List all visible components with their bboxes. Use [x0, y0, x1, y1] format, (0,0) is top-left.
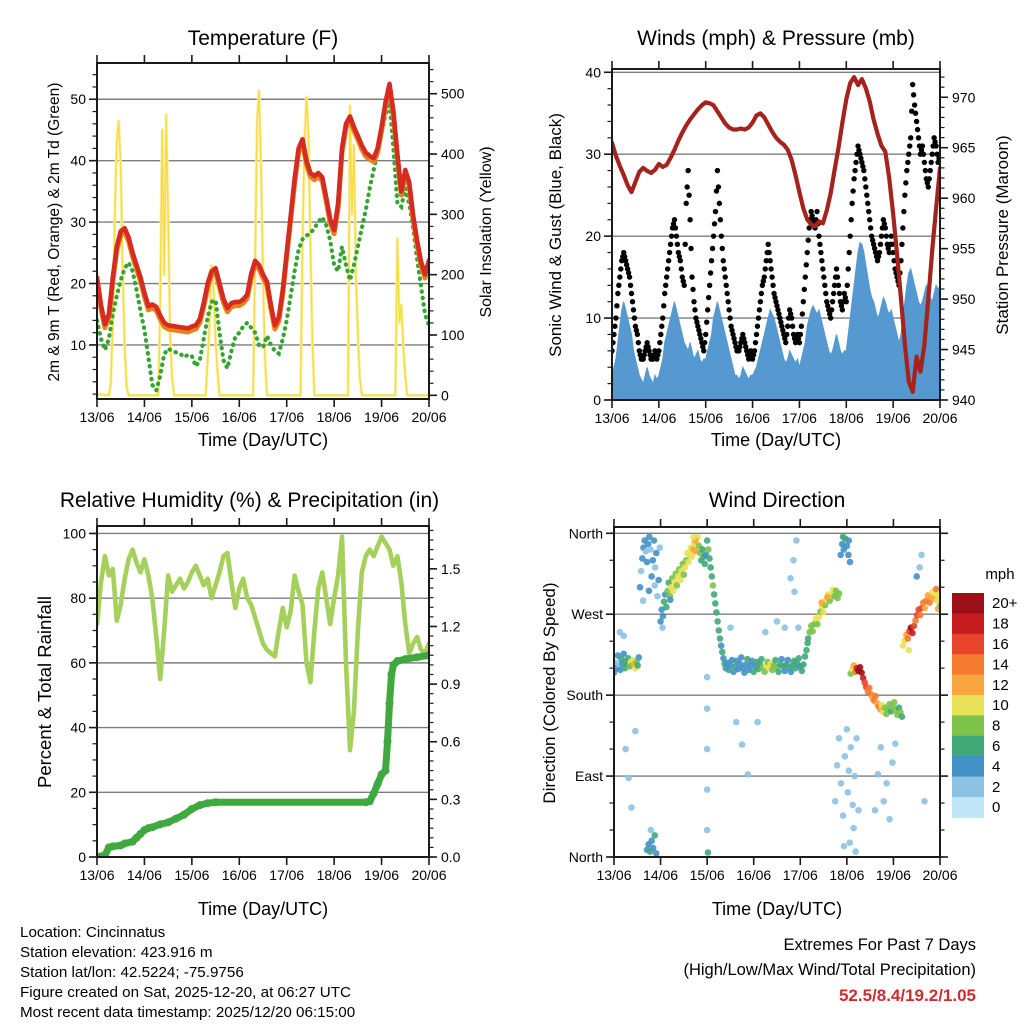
svg-text:0: 0 — [78, 849, 86, 865]
svg-text:50: 50 — [70, 91, 86, 108]
svg-text:17/06: 17/06 — [782, 867, 818, 883]
svg-text:100: 100 — [62, 525, 86, 542]
solar-right-axis-label: Solar Insolation (Yellow) — [478, 146, 495, 318]
svg-text:6: 6 — [992, 738, 1001, 755]
svg-text:19/06: 19/06 — [875, 410, 911, 426]
svg-text:18/06: 18/06 — [316, 409, 352, 425]
figure-created-timestamp: Figure created on Sat, 2025-12-20, at 06:27 UTC — [20, 984, 351, 1001]
svg-text:0: 0 — [593, 392, 601, 408]
svg-text:16: 16 — [992, 636, 1009, 653]
station-location: Location: Cincinnatus — [20, 924, 166, 941]
svg-text:13/06: 13/06 — [79, 409, 115, 425]
svg-text:40: 40 — [70, 719, 86, 736]
svg-text:30: 30 — [585, 146, 601, 163]
svg-text:14/06: 14/06 — [126, 867, 162, 883]
svg-text:2: 2 — [992, 778, 1001, 796]
svg-text:1.2: 1.2 — [441, 618, 461, 635]
rh-left-axis-label: Percent & Total Rainfall — [34, 596, 55, 788]
svg-text:19/06: 19/06 — [364, 867, 400, 883]
station-elevation: Station elevation: 423.916 m — [20, 944, 213, 961]
svg-text:South: South — [566, 687, 603, 704]
station-info-block — [20, 923, 355, 1023]
extremes-heading: Extremes For Past 7 Days — [783, 936, 976, 954]
svg-text:12: 12 — [992, 676, 1009, 694]
svg-text:North: North — [568, 525, 603, 542]
svg-text:18/06: 18/06 — [828, 410, 864, 426]
rh-xaxis-label: Time (Day/UTC) — [197, 899, 329, 919]
most-recent-data-timestamp: Most recent data timestamp: 2025/12/20 06:15:00 — [20, 1004, 356, 1021]
svg-text:8: 8 — [992, 717, 1001, 735]
svg-text:16/06: 16/06 — [735, 410, 771, 426]
svg-text:955: 955 — [952, 240, 976, 257]
svg-text:17/06: 17/06 — [269, 867, 305, 883]
svg-text:970: 970 — [952, 89, 976, 106]
svg-text:60: 60 — [70, 654, 86, 671]
svg-text:4: 4 — [992, 758, 1001, 776]
direction-left-axis-label: Direction (Colored By Speed) — [540, 582, 559, 804]
svg-text:20: 20 — [70, 784, 86, 801]
svg-text:20+: 20+ — [992, 595, 1018, 613]
svg-text:30: 30 — [70, 214, 86, 231]
rh-precip-title: Relative Humidity (%) & Precipitation (in) — [59, 489, 440, 512]
svg-text:965: 965 — [952, 139, 976, 156]
svg-text:10: 10 — [992, 697, 1009, 715]
extremes-subheading: (High/Low/Max Wind/Total Precipitation) — [683, 961, 976, 979]
temperature-xaxis-label: Time (Day/UTC) — [197, 430, 329, 450]
svg-text:20/06: 20/06 — [922, 410, 958, 426]
svg-text:16/06: 16/06 — [221, 409, 257, 425]
svg-text:940: 940 — [952, 392, 976, 408]
svg-text:16/06: 16/06 — [736, 867, 772, 883]
svg-text:945: 945 — [952, 341, 976, 358]
wind-direction-title: Wind Direction — [708, 489, 846, 512]
winds-pressure-title: Winds (mph) & Pressure (mb) — [637, 27, 915, 50]
temperature-title: Temperature (F) — [187, 27, 339, 50]
svg-text:West: West — [571, 606, 603, 623]
svg-text:North: North — [568, 849, 603, 865]
svg-text:20/06: 20/06 — [411, 867, 447, 883]
svg-text:East: East — [574, 768, 603, 785]
svg-text:0.0: 0.0 — [441, 849, 461, 865]
colorbar-units-label: mph — [985, 566, 1015, 583]
svg-text:0: 0 — [441, 387, 449, 404]
svg-text:14/06: 14/06 — [643, 867, 679, 883]
svg-text:18/06: 18/06 — [316, 867, 352, 883]
svg-text:20: 20 — [585, 228, 601, 245]
svg-text:14: 14 — [992, 656, 1009, 674]
svg-text:80: 80 — [70, 590, 86, 607]
svg-text:500: 500 — [441, 85, 465, 102]
svg-text:20: 20 — [70, 275, 86, 292]
winds-pressure-series — [609, 77, 942, 400]
svg-text:960: 960 — [952, 190, 976, 207]
svg-text:10: 10 — [585, 310, 601, 327]
svg-text:15/06: 15/06 — [688, 410, 724, 426]
svg-text:20/06: 20/06 — [411, 409, 447, 425]
svg-text:0.3: 0.3 — [441, 791, 461, 808]
svg-text:19/06: 19/06 — [364, 409, 400, 425]
svg-text:0.6: 0.6 — [441, 733, 461, 750]
temperature-series — [97, 84, 433, 395]
svg-text:18: 18 — [992, 615, 1009, 633]
svg-text:10: 10 — [70, 336, 86, 353]
svg-text:13/06: 13/06 — [79, 867, 115, 883]
svg-text:40: 40 — [585, 64, 601, 81]
svg-text:17/06: 17/06 — [781, 410, 817, 426]
svg-text:14/06: 14/06 — [126, 409, 162, 425]
svg-text:14/06: 14/06 — [641, 410, 677, 426]
svg-text:0: 0 — [992, 799, 1001, 817]
wind-direction-xaxis-label: Time (Day/UTC) — [711, 899, 843, 919]
temperature-left-axis-label: 2m & 9m T (Red, Orange) & 2m Td (Green) — [46, 82, 63, 382]
pressure-right-axis-label: Station Pressure (Maroon) — [993, 135, 1012, 335]
winds-xaxis-label: Time (Day/UTC) — [710, 430, 842, 450]
svg-text:19/06: 19/06 — [875, 867, 911, 883]
svg-text:200: 200 — [441, 266, 465, 283]
svg-text:17/06: 17/06 — [269, 409, 305, 425]
svg-text:13/06: 13/06 — [594, 410, 630, 426]
wind-left-axis-label: Sonic Wind & Gust (Blue, Black) — [546, 113, 565, 357]
svg-text:20/06: 20/06 — [922, 867, 958, 883]
svg-text:18/06: 18/06 — [829, 867, 865, 883]
svg-text:1.5: 1.5 — [441, 560, 461, 577]
svg-text:40: 40 — [70, 152, 86, 169]
svg-text:0.9: 0.9 — [441, 676, 461, 693]
extremes-block — [500, 933, 976, 1008]
svg-text:15/06: 15/06 — [174, 867, 210, 883]
svg-text:15/06: 15/06 — [174, 409, 210, 425]
svg-text:950: 950 — [952, 291, 976, 308]
svg-text:13/06: 13/06 — [596, 867, 632, 883]
svg-text:15/06: 15/06 — [689, 867, 725, 883]
svg-text:100: 100 — [441, 326, 465, 343]
svg-text:400: 400 — [441, 146, 465, 163]
svg-text:300: 300 — [441, 206, 465, 223]
svg-text:16/06: 16/06 — [221, 867, 257, 883]
extremes-values: 52.5/8.4/19.2/1.05 — [838, 986, 976, 1005]
rh-precip-series — [93, 537, 433, 861]
station-latlon: Station lat/lon: 42.5224; -75.9756 — [20, 964, 244, 981]
